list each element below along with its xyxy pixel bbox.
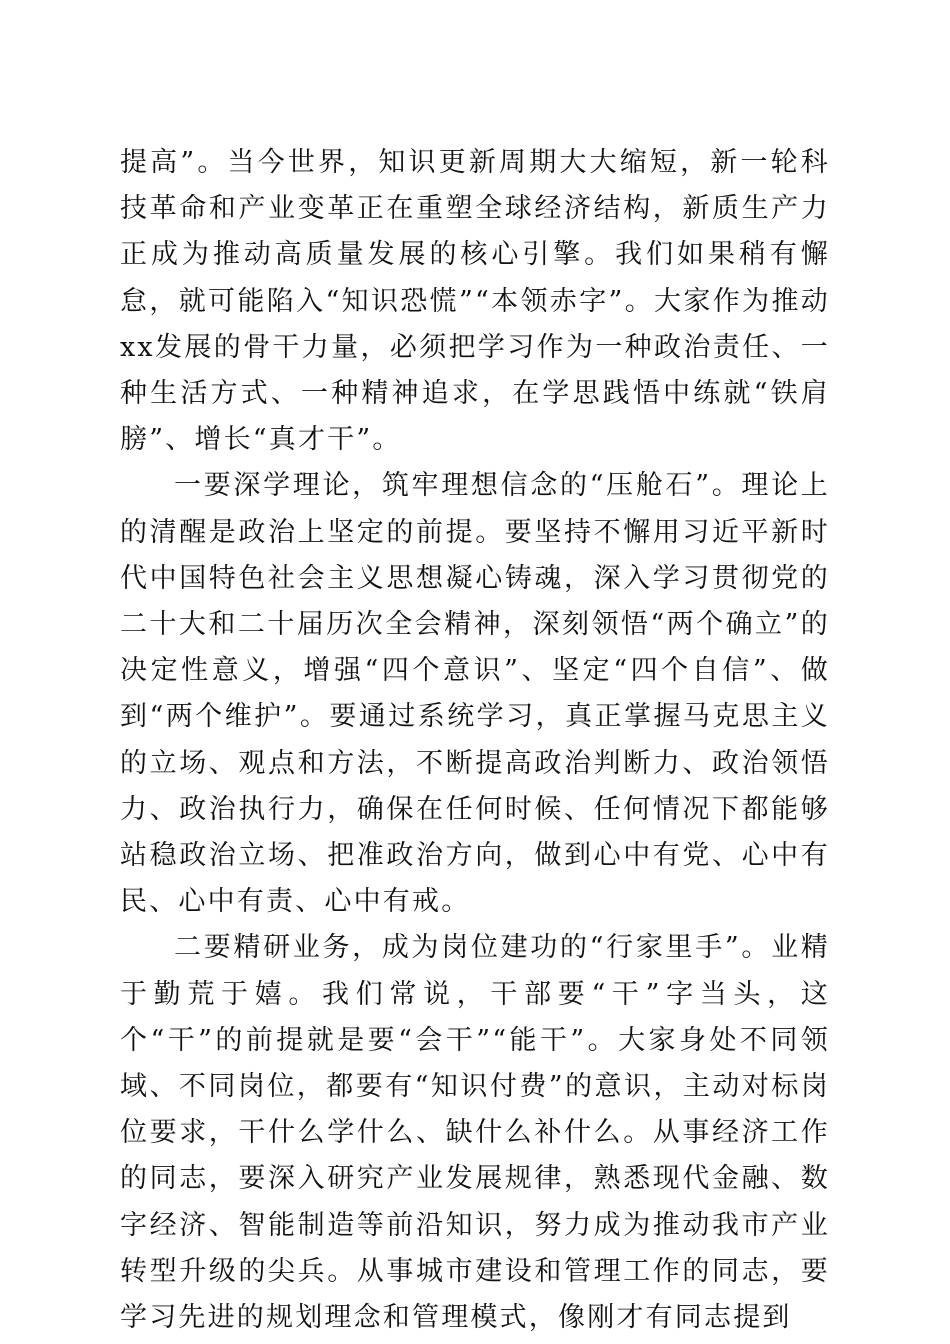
paragraph-theory: 一要深学理论，筑牢理想信念的“压舱石”。理论上的清醒是政治上坚定的前提。要坚持不懈用习近平新时代中国特色社会主义思想凝心铸魂，深入学习贯彻党的二十大和二十届历次全会精神，深刻领悟“两个确立”的决定性意义，增强“四个意识”、坚定“四个自信”、做到“两个维护”。要通过系统学习，真正掌握马克思主义的立场、观点和方法，不断提高政治判断力、政治领悟力、政治执行力，确保在任何时候、任何情况下都能够站稳政治立场、把准政治方向，做到心中有党、心中有民、心中有责、心中有戒。 xyxy=(120,470,830,918)
document-body xyxy=(120,140,830,1341)
paragraph-continued-intro: 提高”。当今世界，知识更新周期大大缩短，新一轮科技革命和产业变革正在重塑全球经济结构，新质生产力正成为推动高质量发展的核心引擎。我们如果稍有懈怠，就可能陷入“知识恐慌”“本领赤字”。大家作为推动xx发展的骨干力量，必须把学习作为一种政治责任、一种生活方式、一种精神追求，在学思践悟中练就“铁肩膀”、增长“真才干”。 xyxy=(120,147,830,456)
paragraph-business: 二要精研业务，成为岗位建功的“行家里手”。业精于勤荒于嬉。我们常说，干部要“干”字当头，这个“干”的前提就是要“会干”“能干”。大家身处不同领域、不同岗位，都要有“知识付费”的意识，主动对标岗位要求，干什么学什么、缺什么补什么。从事经济工作的同志，要深入研究产业发展规律，熟悉现代金融、数字经济、智能制造等前沿知识，努力成为推动我市产业转型升级的尖兵。从事城市建设和管理工作的同志，要学习先进的规划理念和管理模式，像刚才有同志提到 xyxy=(120,932,830,1334)
